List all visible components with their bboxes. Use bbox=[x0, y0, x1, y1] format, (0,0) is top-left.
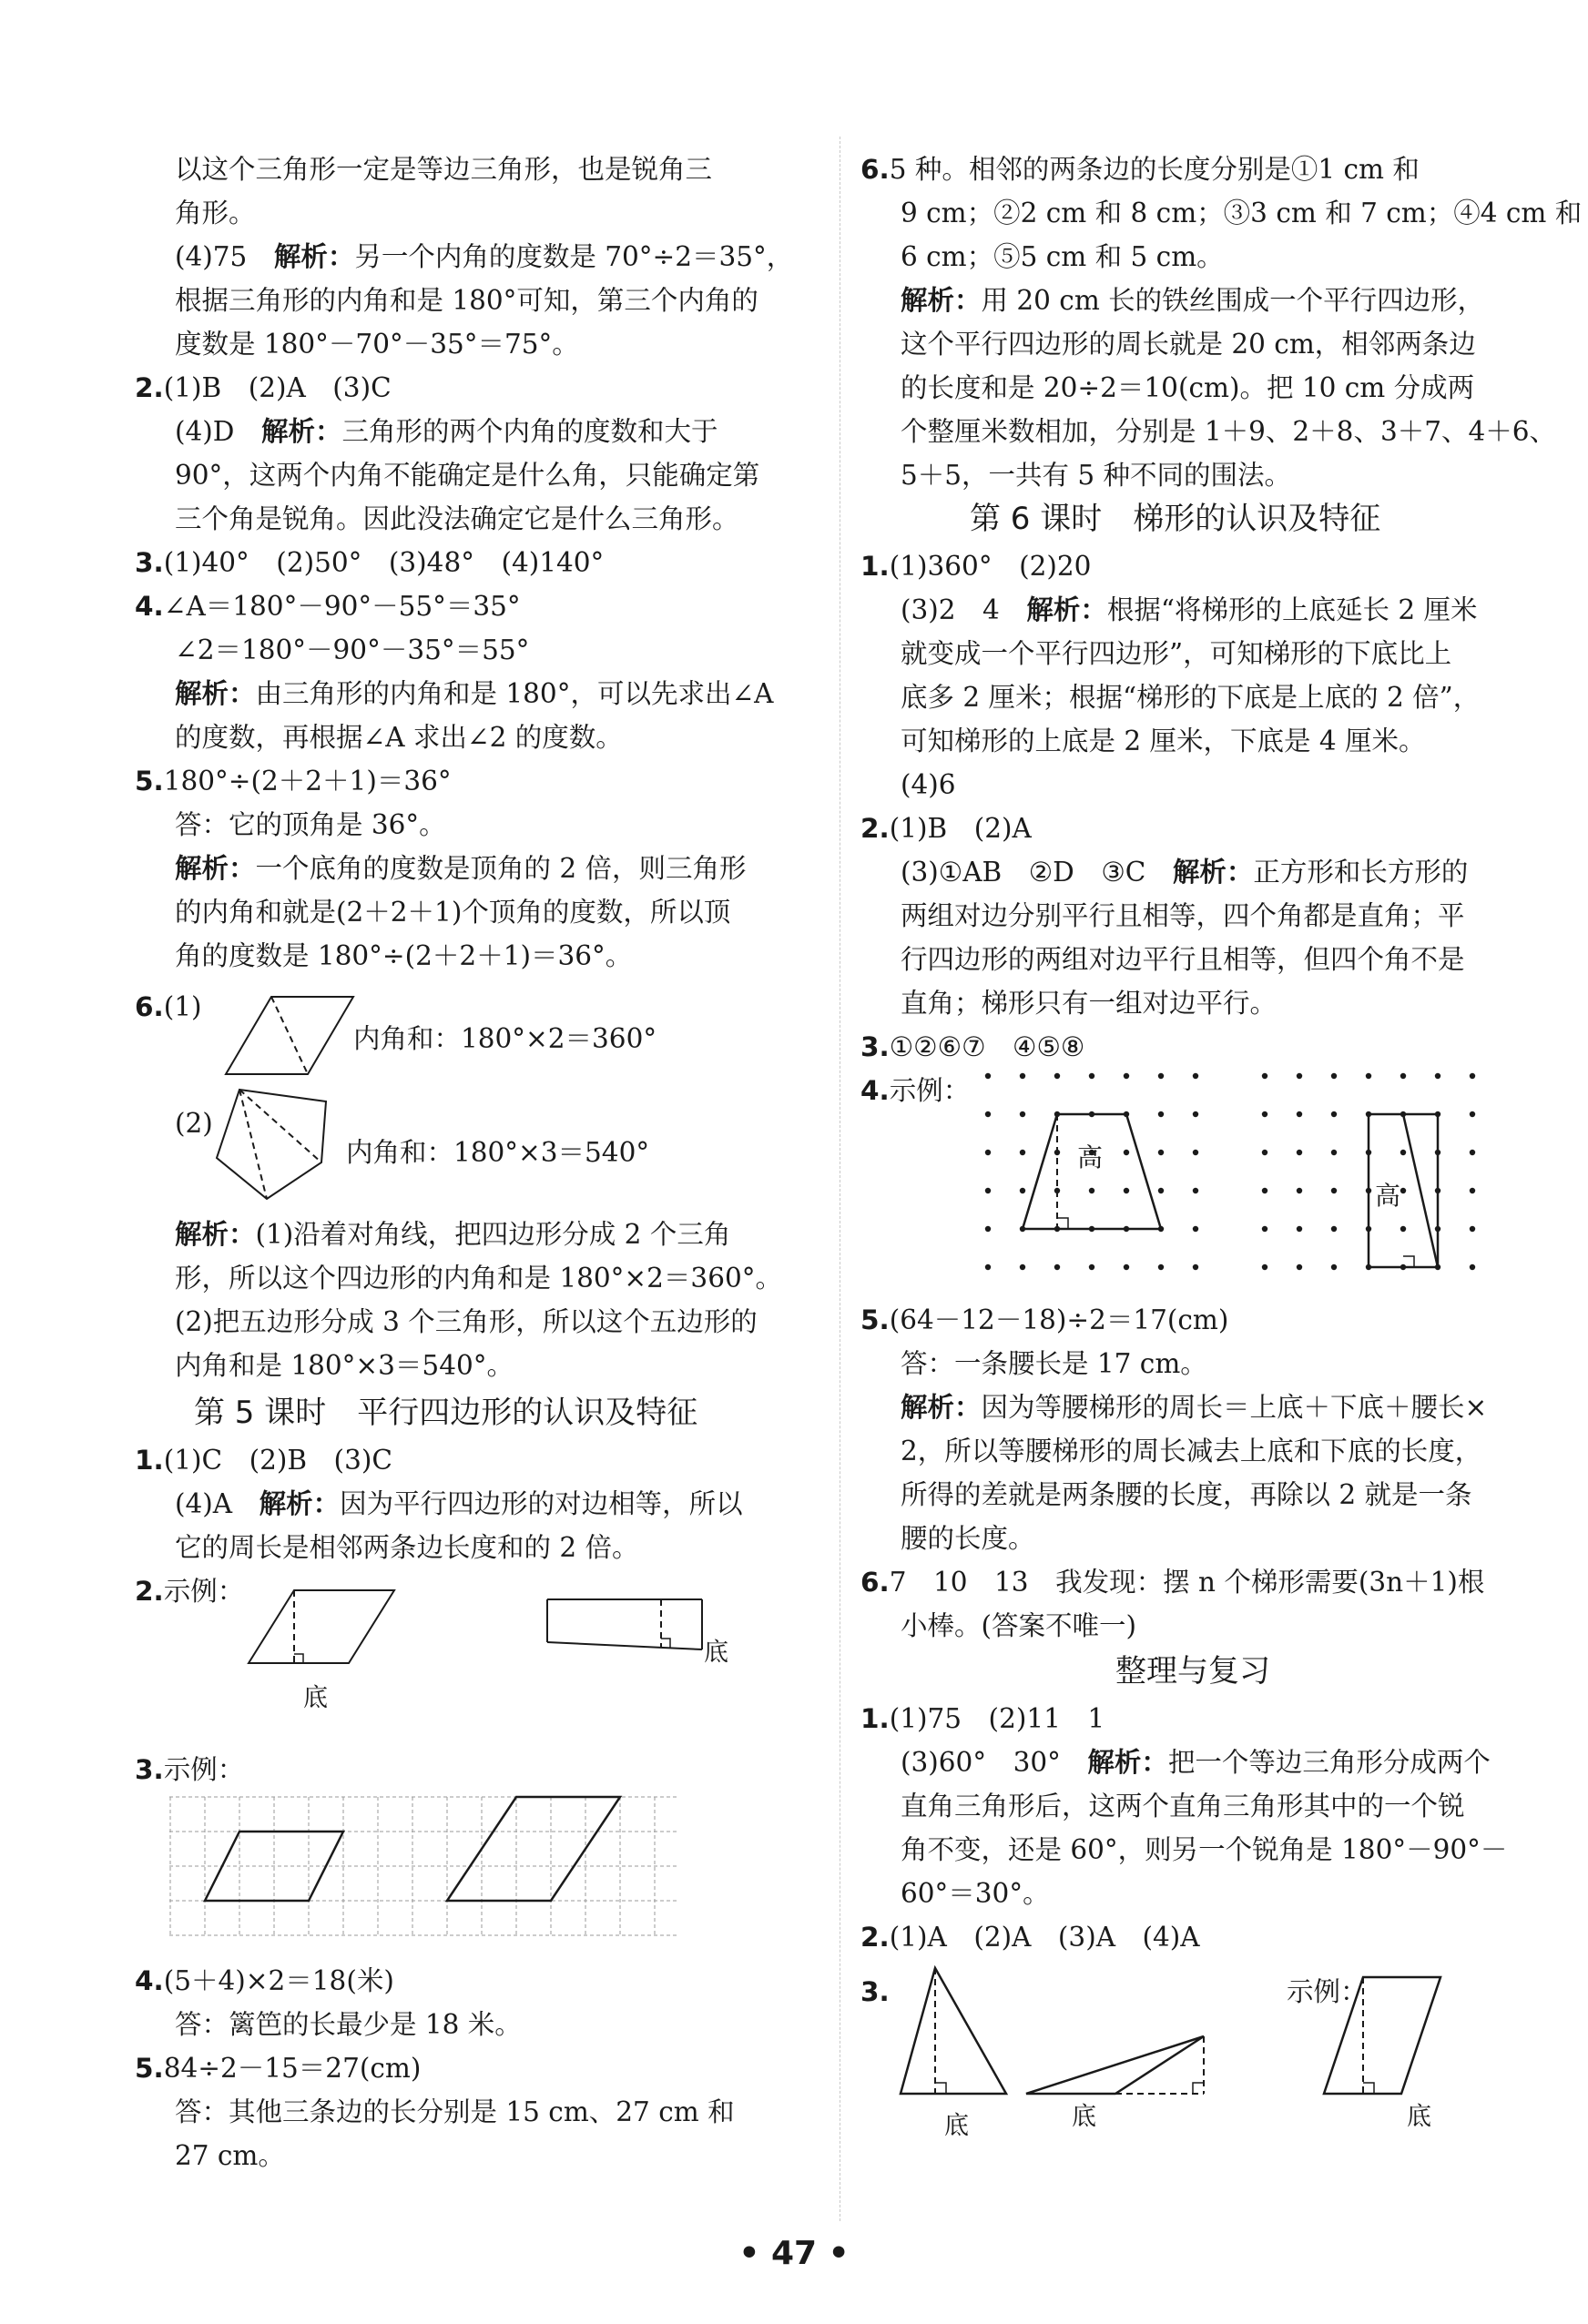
text-line: 90°，这两个内角不能确定是什么角，只能确定第 bbox=[175, 460, 760, 491]
text-line: 两组对边分别平行且相等，四个角都是直角；平 bbox=[901, 900, 1465, 931]
text-line: 内角和是 180°×3＝540°。 bbox=[175, 1350, 514, 1381]
question-4: 4.∠A＝180°－90°－55°＝35° bbox=[135, 591, 521, 622]
text-line: 解析：因为等腰梯形的周长＝上底＋下底＋腰长× bbox=[901, 1392, 1488, 1423]
text-line: (4)A 解析：因为平行四边形的对边相等，所以 bbox=[175, 1488, 743, 1519]
triangle-heights-figure bbox=[899, 1959, 1536, 2141]
text-line: (3)①AB ②D ③C 解析：正方形和长方形的 bbox=[901, 857, 1469, 888]
question-3: 3.示例： bbox=[135, 1754, 245, 1785]
text-line: 行四边形的两组对边平行且相等，但四个角不是 bbox=[901, 944, 1465, 975]
text-line: 小棒。(答案不唯一) bbox=[901, 1610, 1137, 1641]
text-line: 以这个三角形一定是等边三角形，也是锐角三 bbox=[175, 154, 713, 185]
text-line: 内角和：180°×3＝540° bbox=[346, 1137, 650, 1168]
text-line: 角不变，还是 60°，则另一个锐角是 180°－90°－ bbox=[901, 1834, 1508, 1865]
grid-figure bbox=[169, 1795, 681, 1941]
text-line: 答：其他三条边的长分别是 15 cm、27 cm 和 bbox=[175, 2096, 735, 2127]
text-line: 答：它的顶角是 36°。 bbox=[175, 809, 446, 840]
text-line: (2) bbox=[175, 1108, 213, 1139]
question-1: 1.(1)C (2)B (3)C bbox=[135, 1445, 392, 1476]
question-number: 2. bbox=[135, 372, 164, 403]
text-line: 直角三角形后，这两个直角三角形其中的一个锐 bbox=[901, 1791, 1465, 1822]
text-line: 示例： bbox=[1287, 1976, 1368, 2007]
text-line: 6 cm；⑤5 cm 和 5 cm。 bbox=[901, 241, 1224, 272]
question-2: 2.(1)B (2)A (3)C bbox=[135, 372, 392, 403]
text-line: 5＋5，一共有 5 种不同的围法。 bbox=[901, 460, 1292, 491]
text-line: 它的周长是相邻两条边长度和的 2 倍。 bbox=[175, 1532, 639, 1563]
text-line: 角形。 bbox=[175, 198, 256, 228]
analysis-label: 解析： bbox=[901, 285, 982, 316]
text-line: ∠2＝180°－90°－35°＝55° bbox=[175, 634, 530, 665]
text-line: (4)D 解析：三角形的两个内角的度数和大于 bbox=[175, 416, 718, 447]
question-3: 3.(1)40° (2)50° (3)48° (4)140° bbox=[135, 547, 605, 578]
text-line: 的内角和就是(2＋2＋1)个顶角的度数，所以顶 bbox=[175, 897, 731, 928]
question-2: 2.示例： bbox=[135, 1576, 245, 1607]
text-line: 解析：由三角形的内角和是 180°，可以先求出∠A bbox=[175, 678, 774, 709]
base-label: 底 bbox=[944, 2112, 969, 2140]
text-line: 2，所以等腰梯形的周长减去上底和下底的长度， bbox=[901, 1436, 1482, 1466]
text-line: 个整厘米数相加，分别是 1＋9、2＋8、3＋7、4＋6、 bbox=[901, 416, 1557, 447]
text-line: 角的度数是 180°÷(2＋2＋1)＝36°。 bbox=[175, 940, 633, 971]
text-line: 的长度和是 20÷2＝10(cm)。把 10 cm 分成两 bbox=[901, 372, 1475, 403]
question-6: 6.7 10 13 我发现：摆 n 个梯形需要(3n＋1)根 bbox=[860, 1567, 1485, 1598]
analysis-label: 解析： bbox=[901, 1392, 982, 1423]
text-line: 解析：(1)沿着对角线，把四边形分成 2 个三角 bbox=[175, 1219, 731, 1250]
question-3: 3.①②⑥⑦ ④⑤⑧ bbox=[860, 1031, 1085, 1062]
analysis-label: 解析： bbox=[273, 241, 355, 272]
text-line: 底多 2 厘米；根据“梯形的下底是上底的 2 倍”， bbox=[901, 682, 1481, 713]
question-1: 1.(1)75 (2)11 1 bbox=[860, 1703, 1105, 1734]
text-line: 根据三角形的内角和是 180°可知，第三个内角的 bbox=[175, 285, 758, 316]
question-1: 1.(1)360° (2)20 bbox=[860, 551, 1092, 582]
text-line: 的度数，再根据∠A 求出∠2 的度数。 bbox=[175, 722, 623, 753]
page-number: • 47 • bbox=[738, 2235, 850, 2272]
section-heading: 整理与复习 bbox=[1115, 1653, 1270, 1690]
parallelogram-figure bbox=[244, 1586, 399, 1677]
height-label: 高 bbox=[1375, 1181, 1401, 1211]
base-label: 底 bbox=[1407, 2103, 1431, 2131]
text-line: (4)6 bbox=[901, 769, 956, 800]
text-line: 这个平行四边形的周长就是 20 cm，相邻两条边 bbox=[901, 329, 1476, 360]
text-line: 解析：用 20 cm 长的铁丝围成一个平行四边形， bbox=[901, 285, 1485, 316]
base-label: 底 bbox=[704, 1639, 728, 1667]
text-line: 9 cm；②2 cm 和 8 cm；③3 cm 和 7 cm；④4 cm 和 bbox=[901, 198, 1583, 228]
text-line: 腰的长度。 bbox=[901, 1523, 1035, 1554]
text-line: 就变成一个平行四边形”，可知梯形的下底比上 bbox=[901, 638, 1452, 669]
base-label: 底 bbox=[303, 1684, 328, 1712]
text-line: 27 cm。 bbox=[175, 2140, 285, 2171]
analysis-label: 解析： bbox=[175, 678, 256, 709]
text-line: 答：一条腰长是 17 cm。 bbox=[901, 1348, 1207, 1379]
question-5: 5.84÷2－15＝27(cm) bbox=[135, 2053, 422, 2084]
text-line: 60°＝30°。 bbox=[901, 1878, 1050, 1909]
base-label: 底 bbox=[1072, 2103, 1096, 2131]
text-line: 解析：一个底角的度数是顶角的 2 倍，则三角形 bbox=[175, 853, 747, 884]
question-3: 3. bbox=[860, 1976, 890, 2007]
height-label: 高 bbox=[1077, 1142, 1104, 1172]
text-line: 三个角是锐角。因此没法确定它是什么三角形。 bbox=[175, 503, 739, 534]
question-5: 5.(64－12－18)÷2＝17(cm) bbox=[860, 1304, 1229, 1335]
analysis-label: 解析： bbox=[1172, 857, 1254, 888]
text-line: (3)2 4 解析：根据“将梯形的上底延长 2 厘米 bbox=[901, 594, 1478, 625]
analysis-label: 解析： bbox=[260, 416, 342, 447]
question-5: 5.180°÷(2＋2＋1)＝36° bbox=[135, 766, 452, 797]
text-line: 可知梯形的上底是 2 厘米，下底是 4 厘米。 bbox=[901, 726, 1426, 756]
analysis-label: 解析： bbox=[259, 1488, 341, 1519]
question-2: 2.(1)A (2)A (3)A (4)A bbox=[860, 1922, 1200, 1953]
text-line: (3)60° 30° 解析：把一个等边三角形分成两个 bbox=[901, 1747, 1491, 1778]
pentagon-figure bbox=[212, 1085, 340, 1203]
text-line: 直角；梯形只有一组对边平行。 bbox=[901, 988, 1278, 1019]
dot-grid-figure bbox=[983, 1067, 1530, 1276]
text-line: (4)75 解析：另一个内角的度数是 70°÷2＝35°， bbox=[175, 241, 794, 272]
analysis-label: 解析： bbox=[1026, 594, 1107, 625]
question-6: 6.5 种。相邻的两条边的长度分别是①1 cm 和 bbox=[860, 154, 1420, 185]
text-line: 内角和：180°×2＝360° bbox=[353, 1023, 657, 1054]
question-2: 2.(1)B (2)A bbox=[860, 813, 1032, 844]
text-line: 答：篱笆的长最少是 18 米。 bbox=[175, 2009, 522, 2040]
section-heading: 第 5 课时 平行四边形的认识及特征 bbox=[194, 1395, 698, 1431]
section-heading: 第 6 课时 梯形的认识及特征 bbox=[970, 501, 1381, 537]
text-line: (2)把五边形分成 3 个三角形，所以这个五边形的 bbox=[175, 1306, 758, 1337]
text-line: 度数是 180°－70°－35°＝75°。 bbox=[175, 329, 579, 360]
quadrilateral-figure bbox=[221, 992, 358, 1083]
question-4: 4.示例： bbox=[860, 1075, 971, 1106]
text-line: 形，所以这个四边形的内角和是 180°×2＝360°。 bbox=[175, 1263, 782, 1294]
analysis-label: 解析： bbox=[175, 853, 256, 884]
question-6: 6.(1) bbox=[135, 991, 202, 1022]
question-4: 4.(5＋4)×2＝18(米) bbox=[135, 1965, 394, 1996]
analysis-label: 解析： bbox=[175, 1219, 256, 1250]
text-line: 所得的差就是两条腰的长度，再除以 2 就是一条 bbox=[901, 1479, 1472, 1510]
analysis-label: 解析： bbox=[1087, 1747, 1168, 1778]
